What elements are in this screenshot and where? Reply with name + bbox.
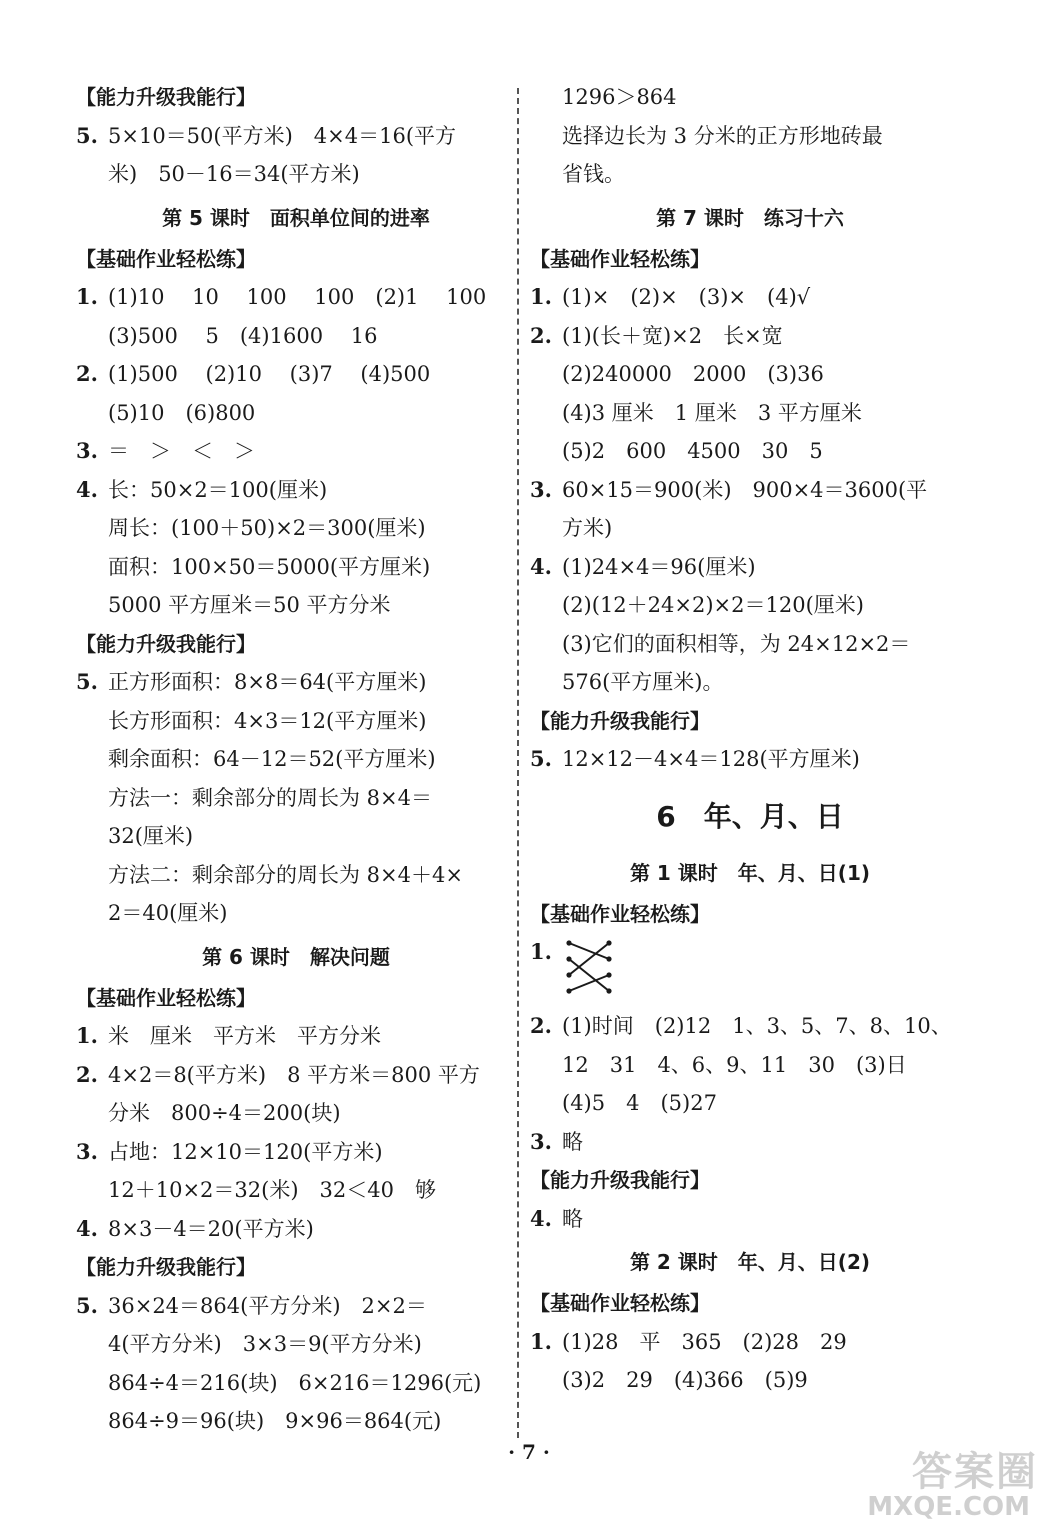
matching-dot [606, 988, 611, 993]
matching-line [569, 943, 609, 975]
answer-continuation: (3)500 5 (4)1600 16 [108, 323, 378, 348]
answer-continuation: (4)5 4 (5)27 [562, 1091, 717, 1115]
answer-continuation: 方米) [562, 516, 613, 540]
lesson-title: 第 1 课时 年、月、日(1) [629, 860, 871, 885]
left-column [76, 78, 516, 1441]
item-number: 1. [530, 939, 552, 964]
item-number: 5. [76, 669, 98, 694]
answer-continuation: (5)2 600 4500 30 5 [562, 439, 823, 463]
answer-continuation: (3)2 29 (4)366 (5)9 [562, 1368, 808, 1392]
answer-continuation: 方法二：剩余部分的周长为 8×4＋4× [108, 862, 463, 887]
answer-item [530, 1123, 970, 1162]
answer-continuation: 长方形面积：4×3＝12(平方厘米) [108, 708, 427, 733]
item-number: 4. [76, 476, 98, 502]
page-number: · 7 · [508, 1440, 550, 1464]
answer-item [530, 1007, 970, 1046]
answer-continuation: 方法一：剩余部分的周长为 8×4＝ [108, 785, 432, 810]
answer-item [76, 663, 516, 702]
answer-continuation: 864÷9＝96(块) 9×96＝864(元) [108, 1409, 442, 1433]
answer-continuation: 12 31 4、6、9、11 30 (3)日 [562, 1052, 907, 1077]
answer-text: 12×12－4×4＝128(平方厘米) [562, 747, 860, 771]
answer-text: 略 [562, 1206, 583, 1231]
answer-item [530, 740, 970, 779]
right-column [530, 78, 970, 1400]
section-heading: 【能力升级我能行】 [530, 1168, 710, 1192]
section-heading: 【能力升级我能行】 [76, 631, 256, 656]
lesson-title: 第 5 课时 面积单位间的进率 [162, 205, 430, 230]
answer-text: (1)(长＋宽)×2 长×宽 [562, 323, 783, 348]
answer-text: (1)10 10 100 100 (2)1 100 [108, 285, 487, 309]
answer-item [76, 1056, 516, 1095]
matching-dot [566, 988, 571, 993]
matching-dot [606, 956, 611, 961]
answer-continuation: (2)240000 2000 (3)36 [562, 362, 824, 386]
item-number: 2. [530, 1013, 552, 1038]
section-heading: 【基础作业轻松练】 [530, 246, 710, 271]
answer-text: 略 [562, 1129, 583, 1154]
item-number: 2. [76, 361, 98, 386]
answer-text: (1)500 (2)10 (3)7 (4)500 [108, 362, 431, 386]
answer-text: 5×10＝50(平方米) 4×4＝16(平方 [108, 123, 457, 148]
item-number: 5. [530, 746, 552, 771]
item-number: 4. [530, 1205, 552, 1231]
section-heading: 【能力升级我能行】 [530, 708, 710, 733]
matching-dot [606, 940, 611, 945]
matching-dot [566, 940, 571, 945]
answer-continuation: 32(厘米) [108, 824, 194, 848]
answer-continuation: 选择边长为 3 分米的正方形地砖最 [562, 123, 883, 148]
matching-dot [566, 972, 571, 977]
section-heading: 【基础作业轻松练】 [76, 246, 256, 271]
matching-dot [566, 956, 571, 961]
item-number: 1. [530, 284, 552, 309]
answer-text: 8×3－4＝20(平方米) [108, 1216, 314, 1241]
answer-text: (1)28 平 365 (2)28 29 [562, 1329, 847, 1354]
section-heading: 【基础作业轻松练】 [76, 985, 256, 1010]
answer-text: 4×2＝8(平方米) 8 平方米＝800 平方 [108, 1062, 480, 1087]
answer-text: 长：50×2＝100(厘米) [108, 477, 328, 502]
answer-continuation: 5000 平方厘米＝50 平方分米 [108, 593, 391, 617]
answer-item [76, 1210, 516, 1249]
watermark-logo [868, 1440, 1048, 1530]
item-number: 5. [76, 122, 98, 148]
matching-lines-diagram [564, 937, 614, 1001]
lesson-title: 第 7 课时 练习十六 [656, 205, 844, 230]
answer-continuation: 864÷4＝216(块) 6×216＝1296(元) [108, 1370, 482, 1395]
matching-answer [530, 933, 970, 1007]
answer-item [76, 1287, 516, 1326]
item-number: 2. [76, 1061, 98, 1087]
item-number: 3. [530, 476, 552, 502]
answer-text: (1)24×4＝96(厘米) [562, 554, 756, 579]
item-number: 3. [76, 438, 98, 463]
matching-line [569, 943, 609, 959]
column-divider [517, 88, 519, 1438]
item-number: 2. [530, 322, 552, 348]
answer-item [76, 1133, 516, 1172]
answer-text: ＝ ＞ ＜ ＞ [108, 439, 255, 463]
answer-continuation: 面积：100×50＝5000(平方厘米) [108, 554, 431, 579]
item-number: 3. [530, 1128, 552, 1154]
answer-continuation: (3)它们的面积相等，为 24×12×2＝ [562, 631, 911, 656]
answer-continuation: 省钱。 [562, 162, 625, 186]
answer-text: (1)× (2)× (3)× (4)√ [562, 285, 811, 309]
answer-item [530, 548, 970, 587]
answer-continuation: 4(平方分米) 3×3＝9(平方分米) [108, 1332, 422, 1356]
matching-line [569, 975, 609, 991]
item-number: 4. [76, 1215, 98, 1241]
section-heading: 【基础作业轻松练】 [530, 901, 710, 926]
chapter-title: 6 年、月、日 [656, 799, 844, 833]
answer-item [530, 471, 970, 510]
lesson-title: 第 6 课时 解决问题 [202, 944, 390, 969]
answer-continuation: 1296＞864 [562, 85, 677, 109]
watermark-text: 答案圈 [912, 1449, 1038, 1495]
answer-text: 正方形面积：8×8＝64(平方厘米) [108, 670, 427, 694]
answer-item [530, 1323, 970, 1362]
matching-line [569, 959, 609, 991]
answer-item [76, 471, 516, 510]
answer-item [530, 1200, 970, 1239]
answer-text: 占地：12×10＝120(平方米) [108, 1139, 383, 1164]
answer-continuation: 米) 50－16＝34(平方米) [108, 162, 360, 186]
answer-text: 36×24＝864(平方分米) 2×2＝ [108, 1293, 427, 1318]
answer-text: 60×15＝900(米) 900×4＝3600(平 [562, 477, 928, 502]
answer-item [76, 278, 516, 317]
matching-dot [606, 972, 611, 977]
item-number: 1. [76, 1023, 98, 1048]
answer-item [76, 1017, 516, 1056]
answer-continuation: (5)10 (6)800 [108, 400, 256, 425]
section-heading: 【能力升级我能行】 [76, 1255, 256, 1279]
answer-continuation: 剩余面积：64－12＝52(平方厘米) [108, 747, 436, 771]
answer-continuation: (4)3 厘米 1 厘米 3 平方厘米 [562, 400, 862, 425]
answer-continuation: 12＋10×2＝32(米) 32＜40 够 [108, 1178, 436, 1202]
item-number: 1. [530, 1328, 552, 1354]
item-number: 3. [76, 1138, 98, 1164]
item-number: 5. [76, 1292, 98, 1318]
answer-item [530, 278, 970, 317]
answer-item [76, 355, 516, 394]
answer-item [530, 317, 970, 356]
lesson-title: 第 2 课时 年、月、日(2) [629, 1250, 871, 1274]
answer-text: (1)时间 (2)12 1、3、5、7、8、10、 [562, 1014, 952, 1038]
answer-continuation: (2)(12＋24×2)×2＝120(厘米) [562, 593, 864, 617]
section-heading: 【基础作业轻松练】 [530, 1291, 710, 1315]
answer-continuation: 周长：(100＋50)×2＝300(厘米) [108, 516, 426, 540]
answer-item [76, 117, 516, 156]
answer-continuation: 2＝40(厘米) [108, 901, 228, 925]
watermark-url: MXQE.COM [867, 1492, 1030, 1522]
answer-continuation: 分米 800÷4＝200(块) [108, 1101, 341, 1125]
answer-text: 米 厘米 平方米 平方分米 [108, 1024, 381, 1048]
answer-continuation: 576(平方厘米)。 [562, 670, 724, 694]
item-number: 4. [530, 553, 552, 579]
answer-item [76, 432, 516, 471]
section-heading: 【能力升级我能行】 [76, 85, 256, 109]
item-number: 1. [76, 284, 98, 309]
